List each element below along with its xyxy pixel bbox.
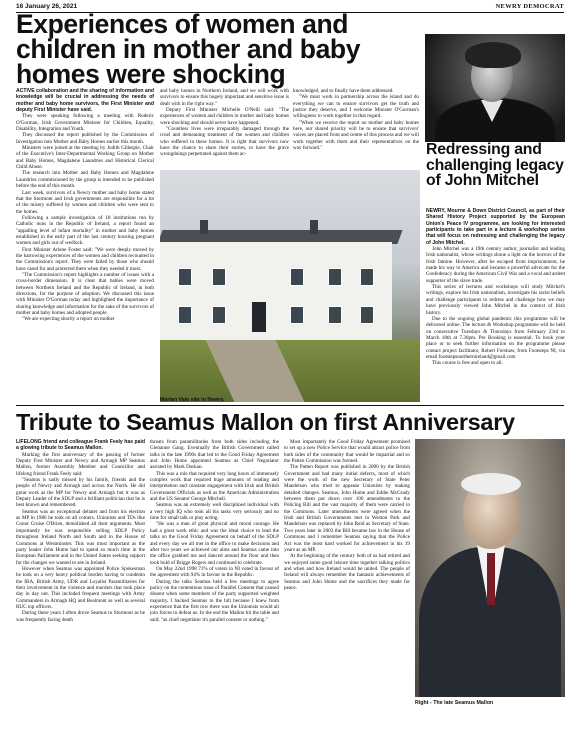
paragraph: They were speaking following a meeting with Roderic O'Gorman, Irish Government Minister for Children, Equality, Disability, Integration and Youth. [16, 113, 154, 133]
photo-caption: Marian Vale site in Newry. [160, 397, 225, 403]
paragraph: Marking the first anniversary of the passing of former Deputy First Minister and Newry and Armagh MP Seamus Mallon, former Assembly Member and Councillor and lifelong friend Frank Feely said: [16, 451, 145, 477]
paragraph: "Seamus is sadly missed by his family, friends and the people of Newry and Armagh and across the North. He did great work as the MP for Newry and Armagh but it was as Deputy Leader of the SDLP and a brilliant politician that he is best known and remembered. [16, 477, 145, 509]
photo-caption: Right - The late Seamus Mallon [415, 700, 494, 706]
paragraph: During these years I often drove Seamus to Stormont as he was frequently facing death [16, 610, 145, 623]
article1-column-2 [160, 88, 289, 166]
mitchel-article-body [426, 208, 565, 403]
paragraph: Following a sample investigation of 18 institutions run by Catholic nuns in the Republic of Ireland, a report found an "appalling level of infant mortality" in mother and baby homes established in the early part of the last century housing pregnant women and girls out of wedlock. [16, 214, 154, 247]
paragraph: This was a role that required very long hours of immensely complex work that required huge amounts of reading and interpretation and constant engagement with Irish and British Government Officials as well as the American Administration and the US Senator George Mitchell. [150, 470, 279, 503]
paragraph: On May 22nd 1998 71% of voters in NI voted in favour of the agreement with 94% in favour in the Republic. [150, 565, 279, 579]
article1-column-1 [16, 88, 154, 356]
paragraph: Last week, survivors of a Newry mother and baby home stated that the Stormont and Irish governments are responsible for a lot of the misery suffered by women and children who were sent to the homes. [16, 189, 154, 215]
paragraph: Most importantly the Good Friday Agreement promised to set up a new Police Service that would attract police from both sides of the community that would be impartial and so the Patten Commission was formed. [284, 439, 410, 465]
article2-lead: LIFELONG friend and colleague Frank Feely has paid a glowing tribute to Seamus Mallon. [16, 439, 145, 452]
paragraph: "We are expecting shortly a report on mother [22, 316, 115, 323]
paragraph: "When we receive the report on mother and baby homes here, our shared priority will be to ensure that survivors' voices are placed front and centre of this process and we will work together with them and their representatives on the way forward." [293, 119, 419, 152]
paragraph: This series of lectures and workshops will study Mitchel's writings, explore his Irish nationalism, investigate his racist beliefs and challenge participants to redress and challenge how we may have previously viewed John Mitchel in the context of Irish history. [426, 284, 565, 316]
paragraph: John Mitchel was a 19th century author, journalist and leading Irish nationalist, whose writings shone a light on the horrors of the Irish famine. However, after he escaped from imprisonment, he made his way to America and became a powerful advocate for the Confederacy during the American Civil War and a vocal and ardent supporter of the slave trade. [426, 246, 565, 284]
mitchel-lead: NEWRY, Mourne & Down District Council, as part of their Shared History Project supported by the European Union's Peace IV programme, are looking for interested participants to take part in a lecture & workshop series that will focus on redressing and challenging the legacy of John Mitchel. [426, 208, 565, 246]
paragraph: They discussed the report published by the Commission of Investigation into Mother and Baby Homes earlier this month. [16, 132, 154, 145]
paragraph: Ministers were joined at the meeting by Judith Gillespie, Chair of the Executive's Inter-Departmental Working Group on Mother and Baby Homes, Magdalene Laundries and Historical Clerical Child Abuse. [16, 145, 154, 171]
paragraph: "We must work in partnership across the island and do everything we can to ensure survivors get the truth and justice they deserve, and I welcome Minister O'Gorman's willingness to work together in that regard. [293, 94, 419, 120]
paragraph: Seamus was an extremely well disciplined individual with a very high IQ who took all his tasks very seriously and no time for small talk or play acting. [150, 502, 279, 522]
paragraph: and baby homes in Northern Ireland, and we will work with survivors to ensure this hugely important and sensitive issue is dealt with in the right way." [160, 88, 289, 107]
article1-headline: Experiences of women and children in mother and baby homes were shocking [16, 9, 361, 89]
mitchel-headline: Redressing and challenging legacy of John Mitchel [426, 141, 564, 190]
seamus-mallon-photo [415, 439, 565, 697]
john-mitchel-portrait [425, 34, 565, 142]
article1-lead: ACTIVE collaboration and the sharing of information and knowledge will be crucial in addressing the needs of mother and baby home survivors, the First Minister and deputy First Minister have said. [16, 88, 154, 114]
section-divider [16, 405, 564, 406]
paragraph: This course is free and open to all. [432, 360, 503, 367]
marian-vale-photo [160, 170, 420, 402]
paragraph: Seamus was an exceptional debater and from his election as MP in 1986 he took on all comers. Unionists and TDs like Conor Cruise O'Brien, demolished all their arguments. Most importantly he was responsible selling SDLP Policy throughout Ireland North and South and in the House of Commons at Westminster. This was most important as the party leader John Hume had to spend so much time in the European Parliament and in the United States seeking support for the changes we wanted to see in Ireland. [16, 508, 145, 566]
paragraph: The research into Mother and Baby Homes and Magdalene Laundries commissioned by the group is intended to be published before the end of this month. [16, 170, 154, 190]
paragraph: During the talks Seamus held a few meetings to agree policy on the contentious issue of Parallel Consent that caused dissent when some members of the party supported weighted majority. I backed Seamus to the hilt because I knew from experience that the first row there was the Unionists would all join forces to defeat us. In the end the Mallon hit the table and said; "as chief negotiator it's parallel consent or nothing." [150, 578, 279, 623]
newspaper-name: NEWRY DEMOCRAT [495, 3, 564, 10]
paragraph: "Countless lives were irreparably damaged through the cruel and demeaning treatment of the women and children who suffered in these homes. It is right that survivors now have the chance to share their stories, to have the grave wrongdoings perpetrated against them ac- [160, 126, 289, 158]
paragraph: knowledged, and to finally have them addressed. [293, 88, 394, 94]
paragraph: Due to the ongoing global pandemic this programme will be delivered online. The lecture & Workshop programme will be held on consecutive Tuesdays & Thursdays from February 23rd to March 18th at 7.30pm. Pre Booking is essential. To book your place or to seek further information on the programme please contact project facilitator, Robert Forshaw, from Footsteps NI, via email footstepsnorthernireland@gmail.com [426, 315, 565, 360]
article2-column-3 [284, 439, 410, 725]
paragraph: At the beginning of the century both of us had retired and we enjoyed some good leisure time together talking politics and when and how Ireland would be united. The people of Ireland will always remember the fantastic achievements of Seamus and John Hume and the sacrifices they made for peace. [284, 553, 410, 591]
paragraph: Deputy First Minister Michelle O'Neill said: "The experiences of women and children in mother and baby homes were shocking and should never have happened. [160, 107, 289, 126]
paragraph: However when Seamus was appointed Police Spokesman he took on a very heavy political burden having to condemn the IRA, British Army, UDR and Loyalist Paramilitaries for their involvement in the violence and murders that took place day in day out. This included frequent meetings with Army Commanders in Armagh HQ and Realmont as well as several RUC top officers. [16, 565, 145, 610]
article2-column-2 [150, 439, 279, 725]
paragraph: "He was a man of great physical and moral courage. He had a great work ethic and was the ideal choice to lead the talks on the Good Friday Agreement on behalf of the SDLP and every day we all met in the office to make decisions and after two years we achieved our aims and Seamus came into the office grabbed me and danced around the floor and then took hold of Brigge Rogers and continued to celebrate. [150, 521, 279, 566]
paragraph: threats from paramilitaries from both sides including the Glenanne Gang. Eventually the British Government called talks in the late 1990s that led to the Good Friday Agreement and John Hume appointed Seamus as Chief Negotiator assisted by Mark Durkan. [150, 439, 279, 471]
article2-headline: Tribute to Seamus Mallon on first Anniversary [16, 409, 515, 435]
paragraph: "The Commission's report highlights a number of issues with a cross-border dimension. It is clear that babies were moved between Northern Ireland and the Republic of Ireland, in both directions, for the purpose of adoption. We discussed this issue with Minister O'Gorman today and highlighted the importance of sharing knowledge and information for the sake of the survivors of mother and baby homes and adopted people. [16, 271, 154, 317]
paragraph: The Patten Report was published in 2000 by the British Government and had many initial defects, most of which were the work of the new Secretary of State Peter Mandelson who tried to appease Unionists by making detailed changes. Seamus, John Hume and Eddie McGrady between them put down over 100 amendments to the Policing Bill and the vast majority of them were carried in the Commons. Later amendments were agreed when the Irish and British Governments met in Weston Park and Mandelson was replaced by John Reid as Secretary of State. Two years later in 2003 the Bill became law in the House of Commons and I remember Seamus saying that the Police Act was the most hard worked for achievement in his 19 years as an MP. [284, 464, 410, 553]
article2-column-1 [16, 439, 145, 725]
page-date: 16 January 26, 2021 [16, 3, 78, 10]
paragraph: First Minister Arlene Foster said: "We were deeply moved by the harrowing experiences of the women and children recounted in the Commission's report. They were failed by those who should have cared for and protected them when they needed it most. [16, 246, 154, 272]
article1-column-3 [293, 88, 419, 166]
